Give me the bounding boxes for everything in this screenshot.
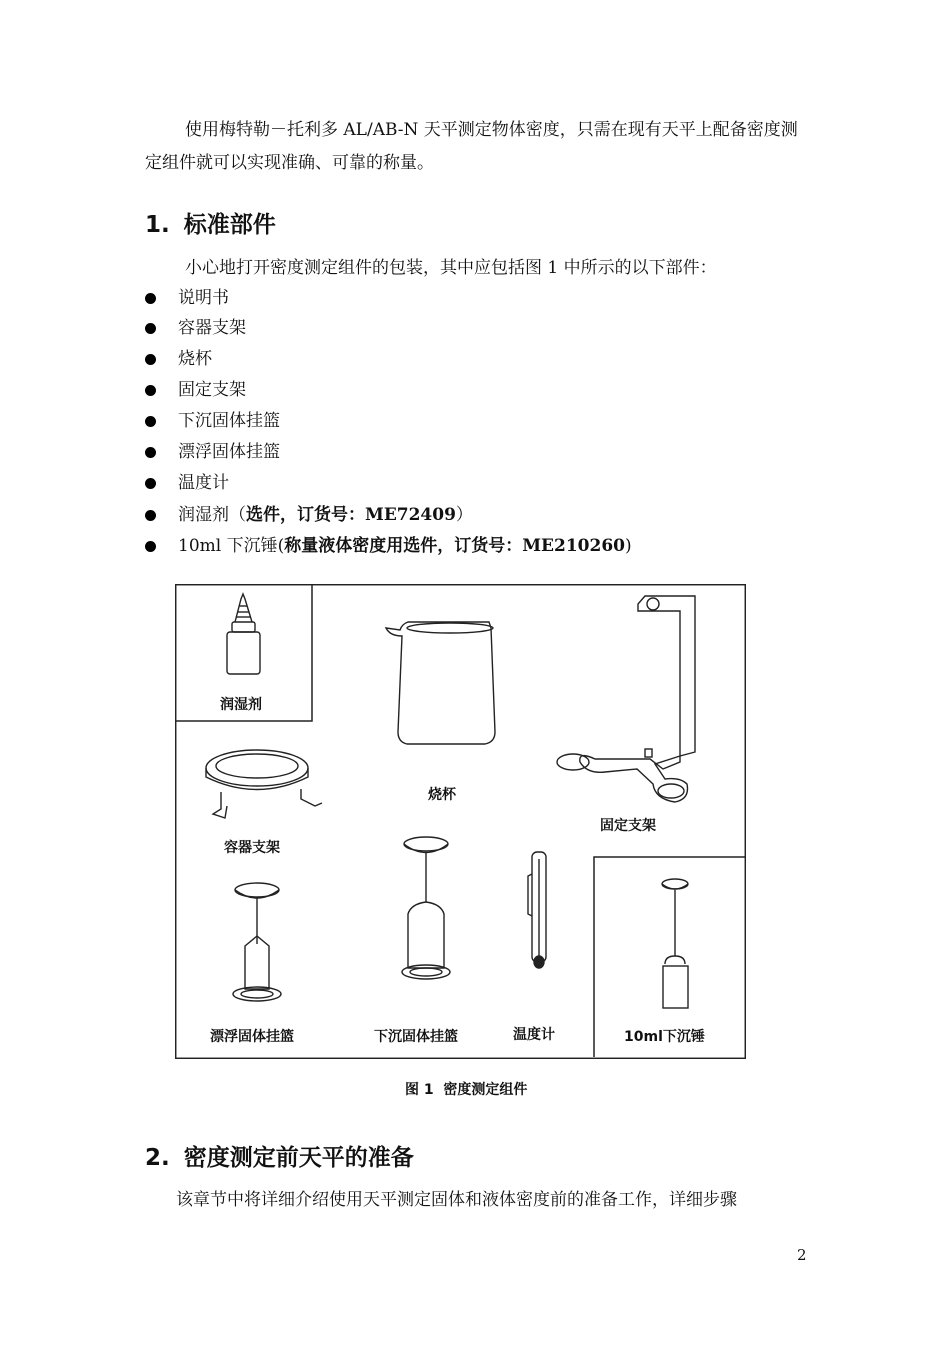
sinking-basket bbox=[402, 837, 450, 979]
section-1-heading bbox=[145, 206, 276, 239]
beaker bbox=[386, 622, 495, 744]
label-sinker: 10ml下沉锤 bbox=[624, 1029, 705, 1045]
sinker-10ml bbox=[662, 879, 688, 1008]
floating-basket bbox=[233, 883, 281, 1001]
label-fixed-stand: 固定支架 bbox=[600, 818, 656, 834]
container-stand bbox=[206, 750, 322, 818]
fixed-stand bbox=[557, 596, 695, 802]
label-wetting-agent: 润湿剂 bbox=[220, 697, 262, 713]
label-sinking-basket: 下沉固体挂篮 bbox=[374, 1029, 458, 1045]
intro-paragraph: 使用梅特勒－托利多 AL/AB-N 天平测定物体密度，只需在现有天平上配备密度测定组件就可以实现准确、可靠的称量。 bbox=[145, 120, 798, 173]
section-2-intro: 该章节中将详细介绍使用天平测定固体和液体密度前的准备工作，详细步骤 bbox=[176, 1190, 737, 1210]
thermometer bbox=[528, 852, 546, 968]
figure-density-kit bbox=[175, 584, 746, 1059]
figure-drawing bbox=[175, 584, 746, 1059]
section-1-number: 1. bbox=[145, 212, 170, 238]
section-1-title: 标准部件 bbox=[183, 212, 276, 238]
section-2-title: 密度测定前天平的准备 bbox=[183, 1145, 414, 1171]
section-2-number: 2. bbox=[145, 1145, 170, 1171]
wetting-agent-bottle bbox=[227, 594, 260, 674]
page-number: 2 bbox=[797, 1246, 807, 1264]
section-2-heading bbox=[145, 1139, 414, 1172]
label-thermometer: 温度计 bbox=[513, 1027, 555, 1043]
figure-caption: 图 1 密度测定组件 bbox=[405, 1082, 528, 1098]
section-1-intro: 小心地打开密度测定组件的包装，其中应包括图 1 中所示的以下部件： bbox=[185, 258, 717, 278]
label-beaker: 烧杯 bbox=[428, 787, 456, 803]
label-container-stand: 容器支架 bbox=[224, 840, 280, 856]
label-floating-basket: 漂浮固体挂篮 bbox=[210, 1029, 294, 1045]
